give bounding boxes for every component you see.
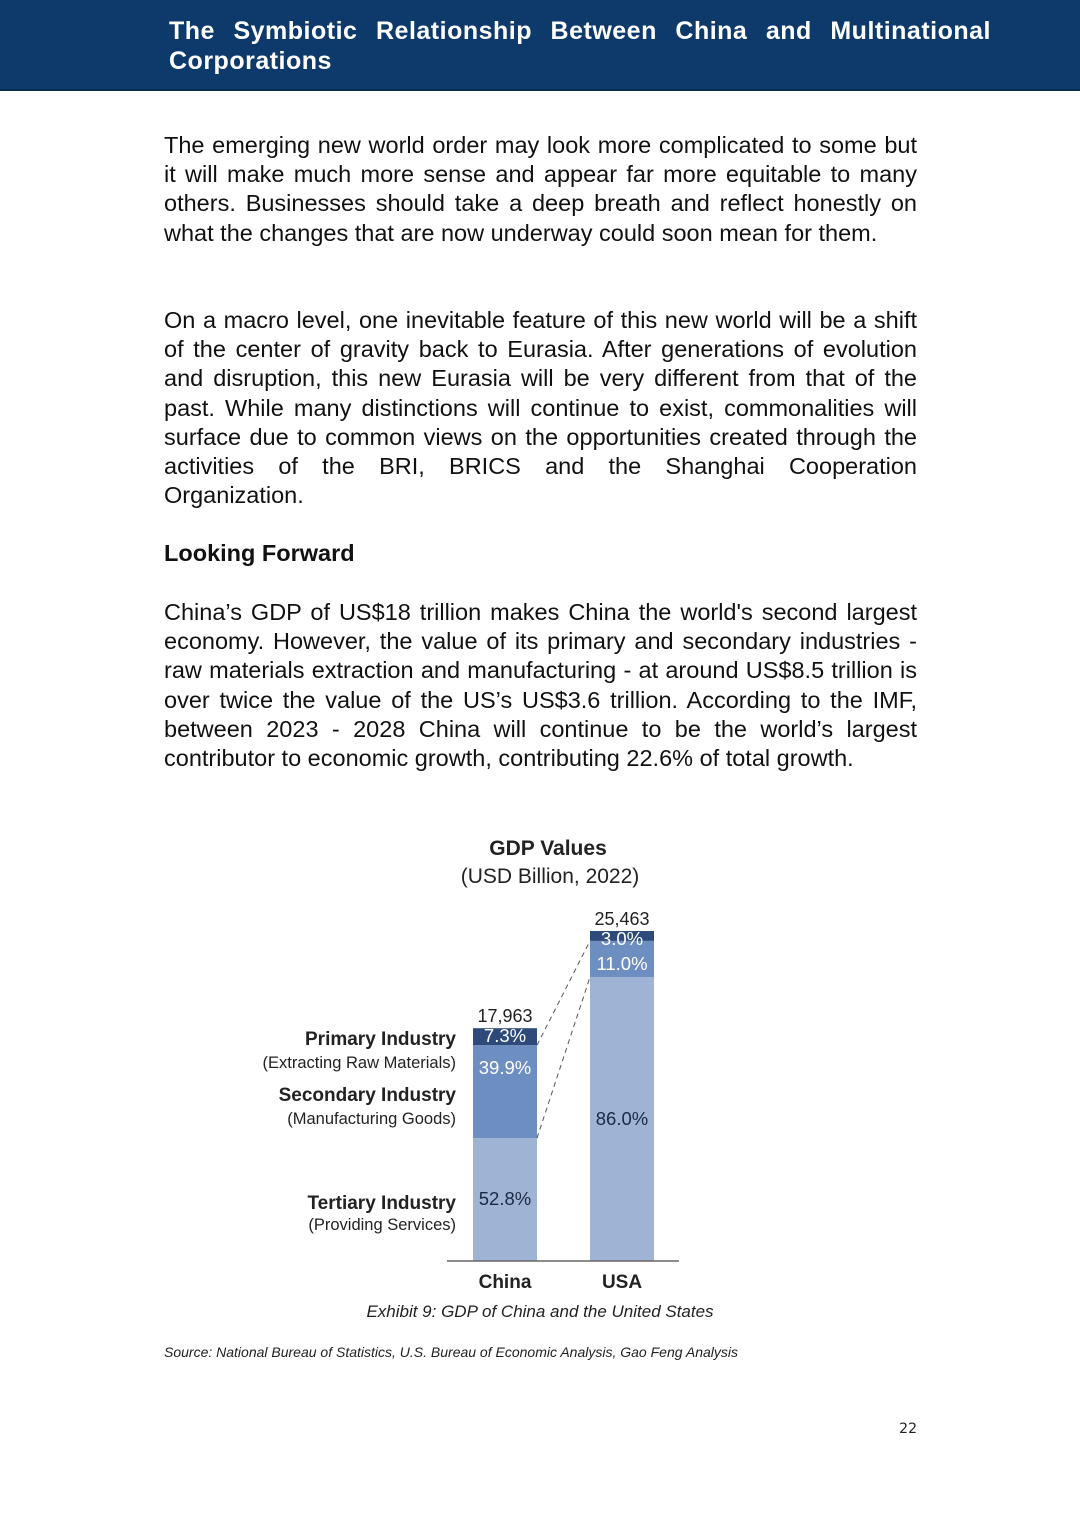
total-label-usa: 25,463: [594, 909, 650, 929]
category-label-usa: USA: [601, 1272, 643, 1293]
data-label-usa-1: 11.0%: [596, 952, 648, 974]
data-label-usa-0: 86.0%: [595, 1108, 649, 1130]
page-number: 22: [899, 1421, 917, 1437]
connector-line-top: [537, 941, 590, 1045]
chart-subtitle: (USD Billion, 2022): [460, 865, 640, 888]
category-label-china: China: [478, 1272, 532, 1293]
paragraph-3: China’s GDP of US$18 trillion makes China the world's second largest economy. However, the value of its primary and secondary industries - raw materials extraction and manufacturing - at around US$8.5 trillion is over twice the value of the US’s US$3.6 trillion. According to the IMF, between 2023 - 2028 China will continue to be the world’s largest contributor to economic growth, contributing 22.6% of total growth.: [164, 599, 917, 772]
page-header: [0, 0, 1080, 91]
document-title: The Symbiotic Relationship Between China and Multinational Corporations: [169, 17, 991, 75]
series-label-0: Tertiary Industry: [307, 1193, 456, 1214]
data-label-china-0: 52.8%: [478, 1188, 532, 1210]
connector-line-bottom: [537, 977, 590, 1138]
data-label-usa-2: 3.0%: [600, 928, 644, 949]
total-label-china: 17,963: [477, 1006, 533, 1027]
series-label-2: Primary Industry: [305, 1029, 456, 1050]
source-note: Source: National Bureau of Statistics, U.S. Bureau of Economic Analysis, Gao Feng Analysis: [164, 1344, 739, 1360]
section-heading: Looking Forward: [164, 540, 355, 566]
paragraph-1: The emerging new world order may look more complicated to some but it will make much more sense and appear far more equitable to many others. Businesses should take a deep breath and reflect honestly on what the changes that are now underway could soon mean for them.: [164, 132, 917, 246]
series-sublabel-2: (Extracting Raw Materials): [262, 1054, 456, 1072]
data-label-china-1: 39.9%: [478, 1057, 532, 1079]
series-sublabel-0: (Providing Services): [308, 1216, 456, 1234]
data-label-china-2: 7.3%: [483, 1025, 527, 1047]
series-sublabel-1: (Manufacturing Goods): [287, 1110, 456, 1128]
series-label-1: Secondary Industry: [278, 1085, 456, 1106]
gdp-stacked-bar-chart: [230, 825, 850, 1300]
paragraph-2: On a macro level, one inevitable feature of this new world will be a shift of the center of gravity back to Eurasia. After generations of evolution and disruption, this new Eurasia will be very different from that of the past. While many distinctions will continue to exist, commonalities will surface due to common views on the opportunities created through the activities of the BRI, BRICS and the Shanghai Cooperation Organization.: [164, 307, 917, 509]
figure-caption: Exhibit 9: GDP of China and the United States: [366, 1302, 714, 1321]
chart-title: GDP Values: [489, 837, 607, 860]
